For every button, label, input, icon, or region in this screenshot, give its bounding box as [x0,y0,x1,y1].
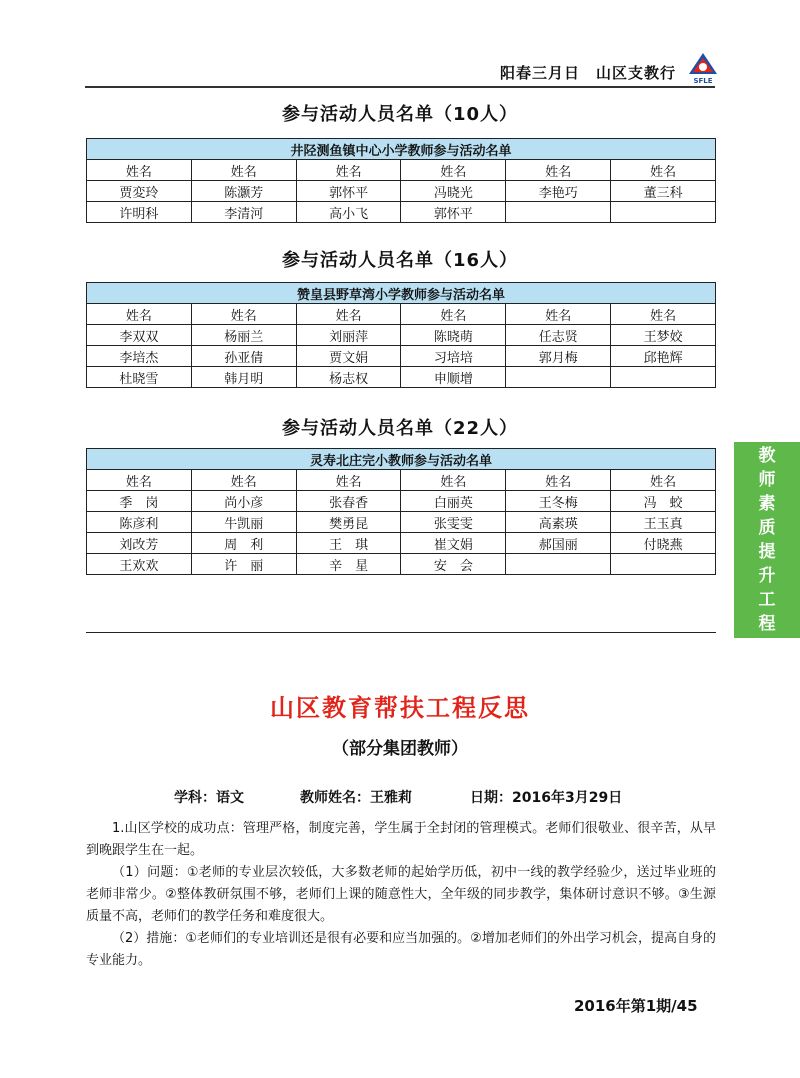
side-tab-char: 素 [758,494,776,514]
name-cell: 王欢欢 [87,554,192,575]
column-header: 姓名 [87,160,192,181]
name-cell: 杨志权 [296,367,401,388]
table-header-row [87,470,716,491]
name-cell: 李双双 [87,325,192,346]
name-cell: 王玉真 [611,512,716,533]
name-cell: 李艳巧 [506,181,611,202]
column-header: 姓名 [191,470,296,491]
column-header: 姓名 [401,304,506,325]
column-header: 姓名 [87,470,192,491]
column-header: 姓名 [611,160,716,181]
name-cell: 郭怀平 [296,181,401,202]
table-row [87,554,716,575]
name-cell: 韩月明 [191,367,296,388]
name-cell: 尚小彦 [191,491,296,512]
name-cell [611,202,716,223]
paragraph: （1）问题：①老师的专业层次较低，大多数老师的起始学历低，初中一线的教学经验少，送过毕业班的老师非常少。②整体教研氛围不够，老师们上课的随意性大，全年级的同步教学，集体研讨意识不够。③生源质量不高，老师们的教学任务和难度很大。 [86,865,716,924]
section-title: 参与活动人员名单（16人） [281,250,519,271]
name-cell: 季 岗 [87,491,192,512]
column-header: 姓名 [506,470,611,491]
name-cell: 高小飞 [296,202,401,223]
name-cell: 郭月梅 [506,346,611,367]
table-header-row [87,160,716,181]
name-cell [611,367,716,388]
name-cell: 周 利 [191,533,296,554]
name-cell [506,367,611,388]
name-cell: 牛凯丽 [191,512,296,533]
table-row [87,533,716,554]
name-cell: 冯晓光 [401,181,506,202]
name-cell: 付晓燕 [611,533,716,554]
name-cell: 安 会 [401,554,506,575]
name-cell: 郝国丽 [506,533,611,554]
column-header: 姓名 [296,160,401,181]
name-cell [506,554,611,575]
name-cell: 李清河 [191,202,296,223]
roster-table [86,138,716,223]
name-cell: 许 丽 [191,554,296,575]
name-cell: 王梦姣 [611,325,716,346]
side-tab [734,442,800,638]
table-header-row [87,304,716,325]
header-title: 阳春三月日 山区支教行 [500,64,677,82]
name-cell: 王 琪 [296,533,401,554]
column-header: 姓名 [401,470,506,491]
name-cell: 白丽英 [401,491,506,512]
column-header: 姓名 [191,304,296,325]
column-header: 姓名 [611,470,716,491]
article-title: 山区教育帮扶工程反思 [270,694,530,722]
name-cell: 冯 蛟 [611,491,716,512]
name-cell: 陈彦利 [87,512,192,533]
name-cell: 孙亚倩 [191,346,296,367]
sfle-logo [686,52,720,84]
logo-text: SFLE [693,77,713,84]
name-cell: 李培杰 [87,346,192,367]
name-cell: 杨丽兰 [191,325,296,346]
table-row [87,325,716,346]
side-tab-char: 师 [758,470,776,490]
name-cell: 郭怀平 [401,202,506,223]
name-cell: 杜晓雪 [87,367,192,388]
name-cell: 刘丽萍 [296,325,401,346]
table-caption: 赞皇县野草湾小学教师参与活动名单 [87,283,716,304]
name-cell: 辛 星 [296,554,401,575]
side-tab-char: 程 [758,614,776,634]
roster-table [86,448,716,575]
name-cell: 许明科 [87,202,192,223]
name-cell: 贾変玲 [87,181,192,202]
column-header: 姓名 [506,304,611,325]
name-cell: 王冬梅 [506,491,611,512]
side-tab-char: 升 [758,566,776,586]
name-cell: 邱艳辉 [611,346,716,367]
side-tab-char: 提 [758,542,776,562]
subject-label: 学科：语文 [174,790,244,806]
name-cell: 习培培 [401,346,506,367]
column-header: 姓名 [611,304,716,325]
name-cell: 董三科 [611,181,716,202]
section-divider [86,632,716,633]
name-cell: 张雯雯 [401,512,506,533]
column-header: 姓名 [296,304,401,325]
name-cell: 张春香 [296,491,401,512]
column-header: 姓名 [296,470,401,491]
name-cell: 陈晓萌 [401,325,506,346]
section-title: 参与活动人员名单（10人） [281,104,519,125]
side-tab-char: 工 [758,590,776,610]
name-cell: 陈灏芳 [191,181,296,202]
article-date: 日期：2016年3月29日 [470,790,623,806]
name-cell: 刘改芳 [87,533,192,554]
paragraph: 1.山区学校的成功点：管理严格，制度完善，学生属于全封闭的管理模式。老师们很敬业、很辛苦，从早到晚跟学生在一起。 [86,821,716,858]
table-row [87,202,716,223]
column-header: 姓名 [506,160,611,181]
section-title: 参与活动人员名单（22人） [281,418,519,439]
table-row [87,181,716,202]
name-cell: 樊勇昆 [296,512,401,533]
name-cell: 贾文娟 [296,346,401,367]
name-cell [611,554,716,575]
page-number: 2016年第1期/45 [574,997,698,1015]
column-header: 姓名 [87,304,192,325]
name-cell: 高素瑛 [506,512,611,533]
table-row [87,512,716,533]
column-header: 姓名 [191,160,296,181]
side-tab-char: 质 [758,518,776,538]
header-rule [85,86,715,88]
paragraph: （2）措施：①老师们的专业培训还是很有必要和应当加强的。②增加老师们的外出学习机会，提高自身的专业能力。 [86,931,716,968]
table-caption: 灵寿北庄完小教师参与活动名单 [87,449,716,470]
article-subtitle: （部分集团教师） [332,739,468,759]
name-cell [506,202,611,223]
name-cell: 任志贤 [506,325,611,346]
teacher-name: 教师姓名：王雅莉 [300,790,412,806]
table-caption: 井陉测鱼镇中心小学教师参与活动名单 [87,139,716,160]
name-cell: 崔文娟 [401,533,506,554]
roster-table [86,282,716,388]
side-tab-char: 教 [758,446,776,466]
name-cell: 申顺增 [401,367,506,388]
table-row [87,367,716,388]
table-row [87,346,716,367]
table-row [87,491,716,512]
column-header: 姓名 [401,160,506,181]
